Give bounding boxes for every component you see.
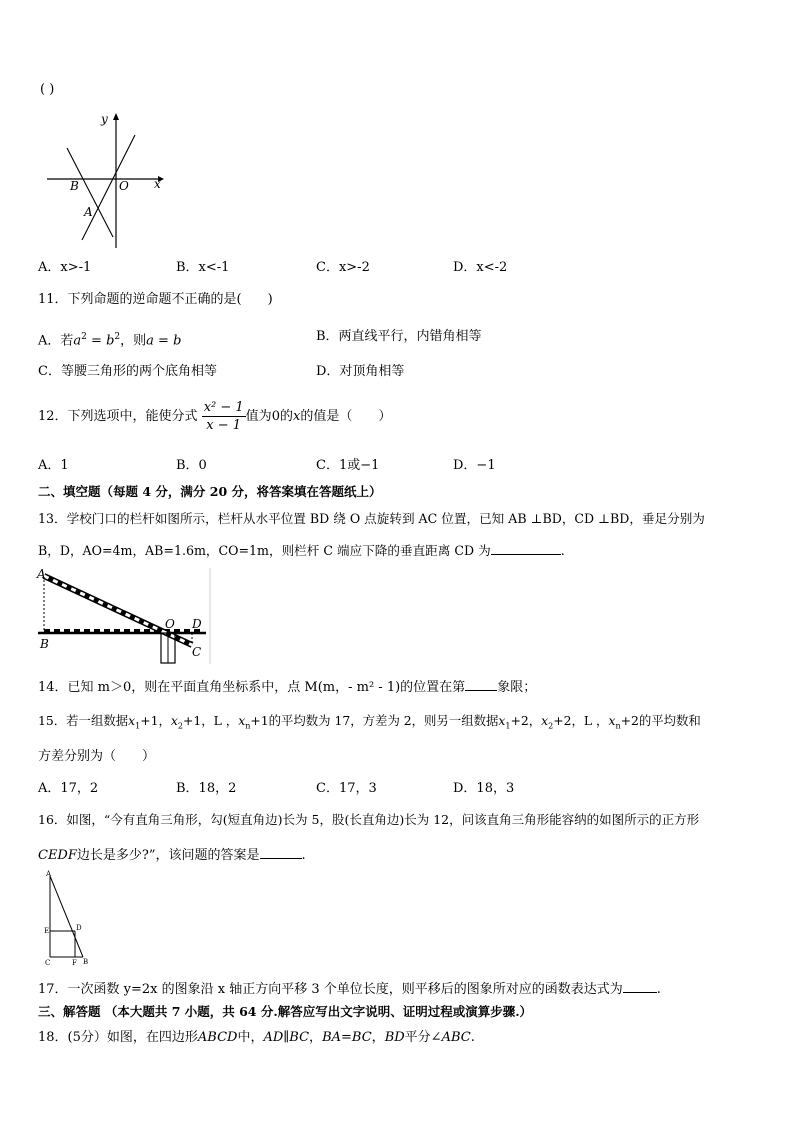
q11-option-d: D．对顶角相等 bbox=[316, 364, 405, 379]
q15-option-b: B．18，2 bbox=[176, 781, 237, 796]
q10-graph bbox=[40, 110, 170, 260]
label-a: A bbox=[37, 567, 46, 581]
label-b: B bbox=[40, 637, 49, 651]
q17-line: 17．一次函数 y=2x 的图象沿 x 轴正方向平移 3 个单位长度，则平移后的图象所对应的函数表达式为 . bbox=[38, 982, 661, 997]
label-o: O bbox=[119, 179, 129, 193]
q12-option-c: C．1或−1 bbox=[316, 458, 380, 473]
label-e: E bbox=[44, 927, 50, 935]
q13-barrier-figure bbox=[36, 566, 216, 666]
q10-answer-paren: ( ) bbox=[40, 82, 55, 97]
q16-answer-blank[interactable] bbox=[260, 846, 302, 859]
q16-line-2: CEDF边长是多少?”，该问题的答案是 . bbox=[38, 848, 306, 863]
q10-option-c: C．x>-2 bbox=[316, 260, 370, 275]
label-c: C bbox=[45, 959, 51, 967]
q14-answer-blank[interactable] bbox=[465, 678, 497, 691]
q12-option-b: B．0 bbox=[176, 458, 207, 473]
section-2-heading: 二、填空题（每题 4 分，满分 20 分，将答案填在答题纸上） bbox=[38, 484, 382, 499]
label-d: D bbox=[76, 924, 82, 932]
q10-option-a: A．x>-1 bbox=[38, 260, 92, 275]
label-a: A bbox=[46, 870, 52, 878]
label-c: C bbox=[192, 645, 202, 659]
q15-option-d: D．18，3 bbox=[453, 781, 515, 796]
label-b: B bbox=[70, 179, 79, 193]
q14-line: 14．已知 m＞0，则在平面直角坐标系中，点 M(m，- m² - 1)的位置在第 象限； bbox=[38, 680, 537, 695]
q15-line-1: 15．若一组数据$x_1+1$，$x_2+1$，L ，$x_n+1$的平均数为 17，方差为 2，则另一组数据$x_1+2$，$x_2+2$，L ，$x_n+2$的平均数和 bbox=[38, 713, 701, 731]
section-3-heading: 三、解答题 （本大题共 7 小题，共 64 分.解答应写出文字说明、证明过程或演算步骤.） bbox=[38, 1004, 533, 1019]
label-f: F bbox=[72, 959, 77, 967]
y-axis-arrow-icon bbox=[113, 113, 119, 120]
q16-line-1: 16．如图，“今有直角三角形，勾(短直角边)长为 5，股(长直角边)长为 12，问该直角三角形能容纳的如图所示的正方形 bbox=[38, 812, 700, 827]
q17-answer-blank[interactable] bbox=[623, 980, 657, 993]
q15-option-a: A．17，2 bbox=[38, 781, 99, 796]
q11-stem: 11．下列命题的逆命题不正确的是( ) bbox=[38, 292, 273, 307]
q11-option-a: A．若$a^2 = b^2$，则a = b bbox=[38, 332, 182, 349]
q16-triangle-figure bbox=[42, 870, 102, 970]
q13-line-1: 13．学校门口的栏杆如图所示，栏杆从水平位置 BD 绕 O 点旋转到 AC 位置，已知 AB ⊥BD，CD ⊥BD，垂足分别为 bbox=[38, 511, 705, 526]
q11-option-b: B．两直线平行，内错角相等 bbox=[316, 329, 482, 344]
q13-answer-blank[interactable] bbox=[491, 542, 561, 555]
label-y: y bbox=[101, 112, 108, 126]
q12-option-a: A．1 bbox=[38, 458, 69, 473]
q15-line-2: 方差分别为（ ） bbox=[38, 749, 156, 764]
side-ab bbox=[50, 876, 83, 957]
q13-line-2: B，D，AO=4m，AB=1.6m，CO=1m，则栏杆 C 端应下降的垂直距离 CD 为 . bbox=[38, 543, 565, 558]
q12-option-d: D．−1 bbox=[453, 458, 496, 473]
label-b: B bbox=[83, 958, 89, 966]
label-a: A bbox=[84, 205, 93, 219]
label-o: O bbox=[165, 617, 175, 631]
q12-stem: 12．下列选项中，能使分式 $\frac{\text{x² − 1}}{x - 1}$ 值为0的x的值是（ ） bbox=[38, 400, 392, 433]
q10-option-d: D．x<-2 bbox=[453, 260, 508, 275]
q15-option-c: C．17，3 bbox=[316, 781, 377, 796]
q10-option-b: B．x<-1 bbox=[176, 260, 230, 275]
q18-line: 18．(5分）如图，在四边形ABCD中，AD∥BC，BA=BC，BD平分∠ABC. bbox=[38, 1030, 475, 1045]
q12-fraction: $\frac{\text{x² − 1}}{x - 1}$ bbox=[203, 400, 244, 433]
q11-option-c: C．等腰三角形的两个底角相等 bbox=[38, 364, 217, 379]
label-x: x bbox=[154, 177, 161, 191]
label-d: D bbox=[192, 617, 202, 631]
